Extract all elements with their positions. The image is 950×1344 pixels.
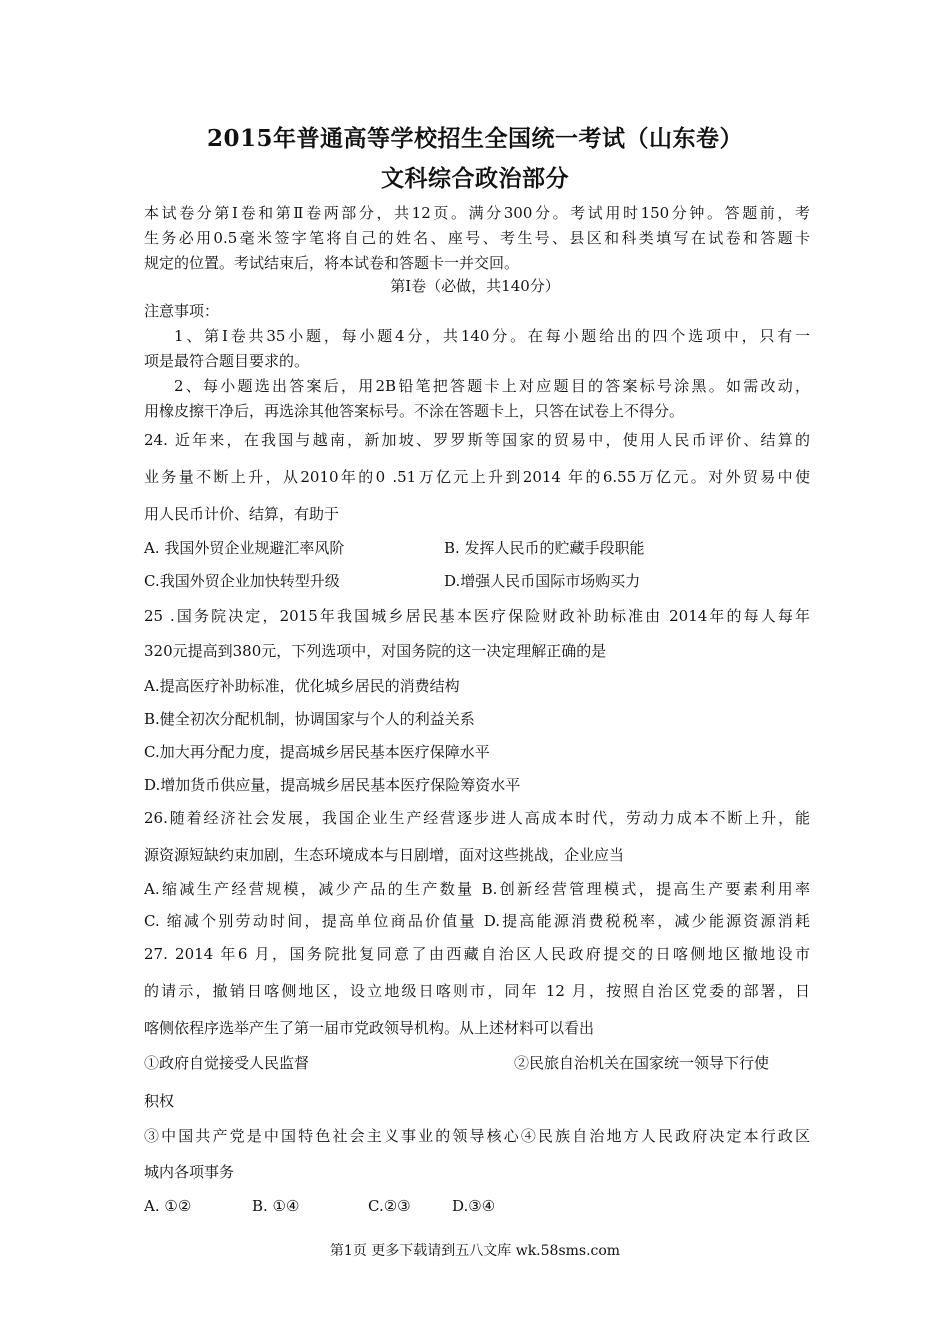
q27-option-a: A. ①② [144, 1197, 192, 1215]
intro-line: 规定的位置。考试结束后，将本试卷和答题卡一并交回。 [144, 254, 520, 272]
q27-item-2-cont: 积权 [144, 1092, 175, 1110]
q27-item-2: ②民旅自治机关在国家统一领导下行使 [514, 1054, 770, 1072]
q26-stem-line: 源资源短缺约束加剧，生态环境成本与日剧增，面对这些挑战，企业应当 [144, 846, 625, 864]
q25-option: B.健全初次分配机制，协调国家与个人的利益关系 [144, 710, 475, 728]
intro-line: 生务必用0.5毫米签字笔将自己的姓名、座号、考生号、县区和科类填写在试卷和答题卡 [144, 229, 810, 247]
q27-option-b: B. ①④ [252, 1197, 300, 1215]
note-line: 2、每小题选出答案后，用2B铅笔把答题卡上对应题目的答案标号涂黑。如需改动， [174, 377, 810, 395]
q27-option-d: D.③④ [452, 1197, 496, 1215]
section-title: 第Ⅰ卷（必做，共140分） [390, 277, 560, 295]
q24-option-b: B. 发挥人民币的贮藏手段职能 [444, 539, 645, 557]
notes-heading: 注意事项： [144, 302, 220, 320]
q27-items-3-4-cont: 城内各项事务 [144, 1163, 235, 1181]
note-line: 项是最符合题目要求的。 [144, 352, 310, 370]
exam-subtitle: 文科综合政治部分 [381, 165, 569, 192]
q25-stem-line: 320元提高到380元，下列选项中，对国务院的这一决定理解正确的是 [144, 642, 607, 660]
intro-line: 本试卷分第Ⅰ卷和第Ⅱ卷两部分，共12页。满分300分。考试用时150分钟。答题前，考 [144, 204, 810, 222]
q27-items-3-4: ③中国共产党是中国特色社会主义事业的领导核心④民族自治地方人民政府决定本行政区 [144, 1127, 810, 1145]
q24-stem-line: 24. 近年来，在我国与越南，新加坡、罗罗斯等国家的贸易中，使用人民币评价、结算的 [144, 431, 810, 449]
q24-option-a: A. 我国外贸企业规避汇率风阶 [144, 539, 345, 557]
q26-option-line: C. 缩减个别劳动时间，提高单位商品价值量 D.提高能源消费税税率，减少能源资源消耗 [144, 912, 810, 930]
q25-option: D.增加货币供应量，提高城乡居民基本医疗保险筹资水平 [144, 776, 521, 794]
q24-stem-line: 业务量不断上升，从2010年的0 .51万亿元上升到2014 年的6.55万亿元。对外贸易中使 [144, 468, 810, 486]
q24-option-d: D.增强人民币国际市场购买力 [444, 572, 641, 590]
note-line: 用橡皮擦干净后，再选涂其他答案标号。不涂在答题卡上，只答在试卷上不得分。 [144, 402, 685, 420]
q27-item-1: ①政府自觉接受人民监督 [144, 1054, 310, 1072]
q27-stem-line: 的请示，撤销日喀侧地区，设立地级日喀则市，同年 12 月，按照自治区党委的部署，日 [144, 982, 810, 1000]
q27-stem-line: 喀侧依程序选举产生了第一届市党政领导机构。从上述材料可以看出 [144, 1019, 595, 1037]
exam-title: 2015年普通高等学校招生全国统一考试（山东卷） [206, 125, 743, 152]
q24-stem-line: 用人民币计价、结算，有助于 [144, 505, 340, 523]
q27-stem-line: 27. 2014 年6 月，国务院批复同意了由西藏自治区人民政府提交的日喀侧地区撤地设市 [144, 945, 810, 963]
page-footer: 第1页 更多下载请到五八文库 wk.58sms.com [329, 1243, 621, 1259]
q27-option-c: C.②③ [368, 1197, 411, 1215]
note-line: 1、第Ⅰ卷共35小题，每小题4分，共140分。在每小题给出的四个选项中，只有一 [174, 327, 810, 345]
q25-option: A.提高医疗补助标准，优化城乡居民的消费结构 [144, 677, 460, 695]
q26-option-line: A.缩减生产经营规模，减少产品的生产数量 B.创新经营管理模式，提高生产要素利用率 [144, 880, 810, 898]
q26-stem-line: 26.随着经济社会发展，我国企业生产经营逐步进人高成本时代，劳动力成本不断上升，能 [144, 809, 810, 827]
q25-option: C.加大再分配力度，提高城乡居民基本医疗保障水平 [144, 743, 490, 761]
q24-option-c: C.我国外贸企业加快转型升级 [144, 572, 340, 590]
q25-stem-line: 25 .国务院决定，2015年我国城乡居民基本医疗保险财政补助标准由 2014年的每人每年 [144, 607, 810, 625]
